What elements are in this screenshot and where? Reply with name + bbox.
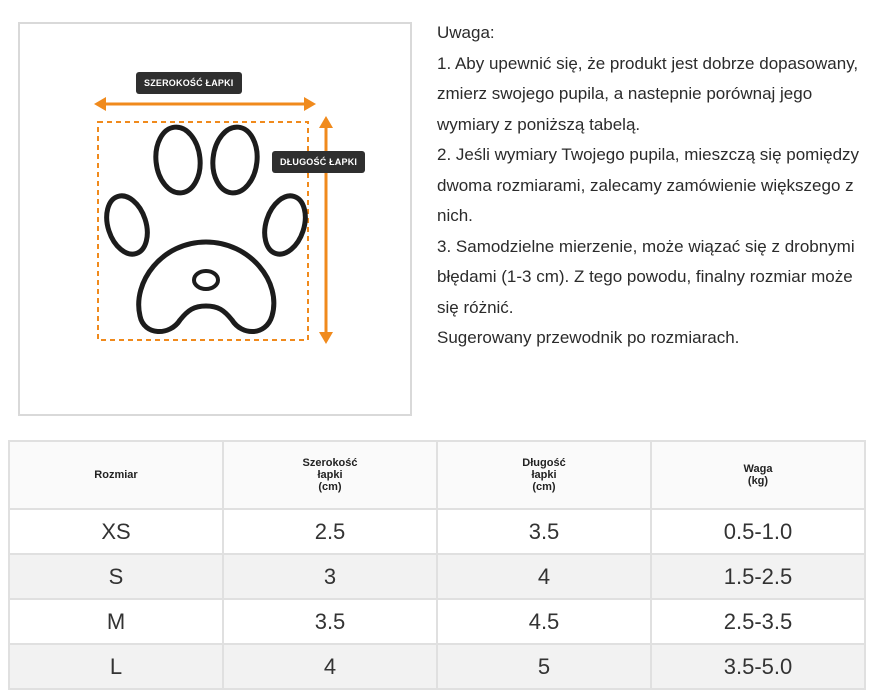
- column-header: Rozmiar: [9, 441, 223, 509]
- width-arrow: [94, 97, 316, 111]
- table-cell: S: [9, 554, 223, 599]
- column-header: Szerokość łapki (cm): [223, 441, 437, 509]
- table-cell: 3.5-5.0: [651, 644, 865, 689]
- note-item: 3. Samodzielne mierzenie, może wiązać się z drobnymi błędami (1-3 cm). Z tego powodu, finalny rozmiar może się różnić.: [437, 236, 855, 317]
- note-item: 2. Jeśli wymiary Twojego pupila, mieszczą się pomiędzy dwoma rozmiarami, zalecamy zamówienie większego z nich.: [437, 145, 860, 225]
- paw-toe: [258, 191, 313, 260]
- table-cell: 3.5: [223, 599, 437, 644]
- table-cell: 2.5: [223, 509, 437, 554]
- column-header: Waga (kg): [651, 441, 865, 509]
- table-cell: 3.5: [437, 509, 651, 554]
- table-cell: 2.5-3.5: [651, 599, 865, 644]
- paw-diagram: [18, 22, 412, 416]
- paw-toe: [153, 125, 204, 195]
- paw-pad-center: [194, 271, 218, 289]
- table-cell: 4: [223, 644, 437, 689]
- table-cell: L: [9, 644, 223, 689]
- table-cell: 1.5-2.5: [651, 554, 865, 599]
- paw-toe: [210, 125, 261, 195]
- table-cell: 3: [223, 554, 437, 599]
- notes-section: [437, 18, 867, 354]
- paw-toe: [100, 191, 155, 260]
- note-item: 1. Aby upewnić się, że produkt jest dobrze dopasowany, zmierz swojego pupila, a nastepnie porównaj jego wymiary z poniższą tabelą.: [437, 53, 859, 134]
- table-cell: 4.5: [437, 599, 651, 644]
- table-cell: M: [9, 599, 223, 644]
- table-cell: XS: [9, 509, 223, 554]
- table-cell: 5: [437, 644, 651, 689]
- length-label: DŁUGOŚĆ ŁAPKI: [272, 151, 365, 173]
- note-item: Sugerowany przewodnik po rozmiarach.: [437, 328, 740, 347]
- table-cell: 4: [437, 554, 651, 599]
- table-cell: 0.5-1.0: [651, 509, 865, 554]
- width-label: SZEROKOŚĆ ŁAPKI: [136, 72, 242, 94]
- table-row: [9, 644, 865, 689]
- table-row: [9, 599, 865, 644]
- size-table: [8, 440, 866, 690]
- table-row: [9, 509, 865, 554]
- table-row: [9, 554, 865, 599]
- notes-heading: Uwaga:: [437, 23, 495, 42]
- column-header: Długość łapki (cm): [437, 441, 651, 509]
- table-header-row: [9, 441, 865, 509]
